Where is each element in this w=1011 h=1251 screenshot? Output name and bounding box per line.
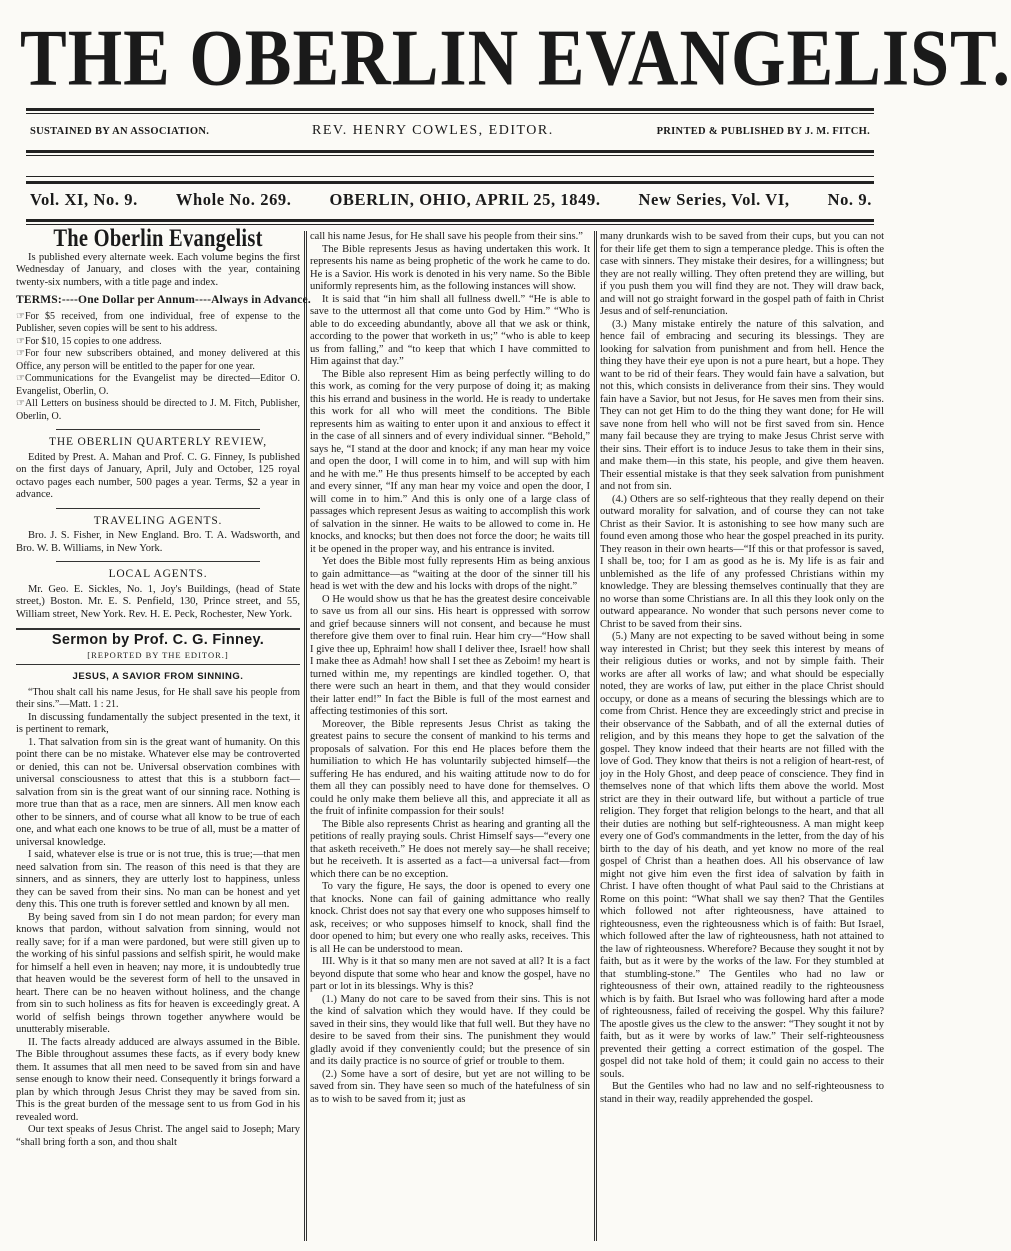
notice-item: ☞Communications for the Evangelist may be directed—Editor O. Evangelist, Oberlin, O. xyxy=(16,373,300,397)
paragraph: But the Gentiles who had no law and no self-righteousness to stand in their way, readily apprehended the gospel. xyxy=(600,1081,884,1105)
divider xyxy=(26,108,874,111)
divider xyxy=(56,561,260,562)
volume-number: Vol. XI, No. 9. xyxy=(30,190,138,209)
series-number: No. 9. xyxy=(827,190,872,209)
sermon-subject: JESUS, A SAVIOR FROM SINNING. xyxy=(72,671,244,682)
sermon-header xyxy=(16,628,300,665)
notice-item: ☞For $10, 15 copies to one address. xyxy=(16,335,162,347)
notice-item: ☞For four new subscribers obtained, and money delivered at this Office, any person will be entitled to the paper for one year. xyxy=(16,348,300,372)
paragraph: II. The facts already adduced are always assumed in the Bible. The Bible throughout assumes these facts, as if every body knew them. It assumes that all men need to be saved from sin and have sense enough to know their need. Consequently it brings forward a plan by which through Jesus Christ they may be saved from sin. This is the great burden of the message sent to us from God in his revealed word. xyxy=(16,1036,300,1123)
notice-item: ☞For $5 received, from one individual, free of expense to the Publisher, seven copies will be sent to his address. xyxy=(16,310,300,334)
paragraph: It is said that “in him shall all fullness dwell.” “He is able to save to the uttermost all that come unto God by Him.” “Who is able to do exceeding abundantly, above all that we ask or think, according to the power that worketh in us;” “who is able to keep us from falling,” and “to keep that which I have committed to Him against that day.” xyxy=(310,293,590,367)
publication-info: Is published every alternate week. Each volume begins the first Wednesday of January, and closes with the year, containing twenty-six numbers, with a title page and index. xyxy=(16,251,300,288)
paragraph: O He would show us that he has the greatest desire conceivable to save us from all our sins. His heart is oppressed with sorrow and grief because sinners will not consent, and because he must therefore give them over to final ruin. Hear him cry—“How shall I give thee up, Ephraim! how shall I deliver thee, Israel! how shall I make thee as Admah! how shall I set thee as Zeboim! my heart is turned within me, my repentings are kindled together. O, that there were such an heart in them, and that they would consider their latter end!” In fact the Bible is full of the most earnest and affecting testimonies of this sort. xyxy=(310,593,590,717)
paragraph: (3.) Many mistake entirely the nature of this salvation, and hence fail of embracing and securing its blessings. They are looking for salvation from punishment and from hell. Hence the thing they have their eye upon is not a pure heart, but a hope. They want to be rid of their fears. They would fain have a salvation, but not this, which consists in deliverance from their sins. They would fain have a Savior, but not Jesus, for He saves men from their sins. They can not get Him to do the thing they want done; for He will save none from hell who will not be first saved from sin. Hence many fail because they are trying to make Jesus Christ serve with their sins. Their effort is to induce Jesus to take them in their sins, and make them—in this state, his people, and give them heaven. Their essential mistake is that they seek salvation from punishment and not from sin. xyxy=(600,318,884,492)
paragraph: (5.) Many are not expecting to be saved without being in some way interested in Christ; but they seek this interest by means of their religious duties or works, and not by simple faith. Their works are after all works of law; and what should be especially noted, they are works of law, put either in the place Christ should occupy, or done as a means of securing the blessings which are to come from Christ. Hence they are exceedingly strict and precise in their observance of the Sabbath, and of all the external duties of religion, and by this means they hope to get the salvation of the gospel. They know indeed that their hearts are not filled with the love of God. They know that theirs is not a religion of heart-rest, of joy in the Holy Ghost, and deep peace of conscience. They find in themselves none of that which lifts them above the world. Most strict are they in their outward life, but without a particle of true religion. They forget that religion belongs to the heart, and that all their duties are nothing but self-righteousness. A man might keep every one of God's commandments in the letter, from the day of his birth to the day of his death, and yet know no more of the real gospel of Christ than a heathen does. All his observance of law might not give him even the first idea of salvation by faith in Christ. I have often thought of what Paul said to the Christians at Rome on this point: “What shall we say then? That the Gentiles which followed not after righteousness, have attained to righteousness, even the righteousness which is of faith: But Israel, which followed after the law of righteousness, hath not attained to the law of righteousness. Wherefore? Because they sought it not by faith, but as it were by the works of the law. For they stumbled at that stumbling-stone.” The Gentiles who had no law or righteousness of their own, attained readily to the righteousness which is by faith. But Israel who was following hard after a mode of righteousness, failed of receiving the gospel. Why this failure? The apostle gives us the clew to the answer: “They sought it not by faith, but as it were by works of law.” Their self-righteousness prevented their getting a correct estimation of the gospel. The gospel did not take hold of them; it could gain no access to their souls. xyxy=(600,631,884,1080)
paragraph: I said, whatever else is true or is not true, this is true;—that men need salvation from sin. The reason of this need is that they are sinners, and as sinners, they are utterly lost to happiness, unless they can be saved from their sins. No man can be honest and yet deny this. This one truth is forever settled and known by all men. xyxy=(16,849,300,910)
column-divider xyxy=(304,231,307,1241)
paragraph: (4.) Others are so self-righteous that they really depend on their outward morality for salvation, and of course they can not take Christ as their Savior. It is astonishing to see how many such are found even among those who hear the gospel preached in its purity. They reason in their own hearts—“If this or that professor is saved, I shall be, too; for I am as good as he is. My life is as fair and unblemished as the life of any professed Christians within my knowledge. They are blessing themselves continually that they are no worse than some Christians are. In all this they look only on the outward appearance. No wonder that such persons never come to Christ to be saved from their sins. xyxy=(600,493,884,630)
traveling-agents-info: Bro. J. S. Fisher, in New England. Bro. T. A. Wadsworth, and Bro. W. B. Williams, in New York. xyxy=(16,530,300,554)
place-date: OBERLIN, OHIO, APRIL 25, 1849. xyxy=(329,190,601,209)
paragraph: 1. That salvation from sin is the great want of humanity. On this point there can be no mistake. Whatever else may be controverted or denied, this can not be. Universal observation combines with universal consciousness to attest that this is a stubborn fact—salvation from sin is the great want of our sinning race. Nothing is more true than that as a race, men are sinners. All men know each other to be sinners, and of course what all know to be true of each one, and what each one knows to be true of all, must be a matter of universal knowledge. xyxy=(16,736,300,848)
paragraph: III. Why is it that so many men are not saved at all? It is a fact beyond dispute that some who hear and know the gospel, have no part or lot in its blessings. Why is this? xyxy=(310,956,590,992)
local-agents-heading: LOCAL AGENTS. xyxy=(108,568,208,580)
divider xyxy=(26,219,874,222)
paragraph: The Bible also represent Him as being perfectly willing to do this work, as coming for the very purpose of doing it; as making this his errand and business in the world. He is ready to undertake this work for all who will meet the conditions. The Bible represents him as waiting to enter upon it and anxious to effect it in the case of all sinners and of every individual sinner. “Behold,” says he, “I stand at the door and knock; if any man hear my voice and open the door, I will come in to him, and will sup with him and he with me.” He thus presents himself to be accepted by each and every sinner, “If any man hear my voice and open the door, I will come in to him.” And this is only one of a large class of passages which represent Jesus as waiting to accomplish this work of salvation in the sinner. He waits to be allowed to come in. He knocks, and knocks; but then does not force the door; he waits till it be opened in the proper way, and his entrance is invited. xyxy=(310,368,590,555)
whole-number: Whole No. 269. xyxy=(175,190,292,209)
editor-line: REV. HENRY COWLES, EDITOR. xyxy=(312,123,554,138)
paragraph: Moreover, the Bible represents Jesus Christ as taking the greatest pains to secure the consent of mankind to his terms and proposals of salvation. For this end He places before them the humiliation to which He has voluntarily subjected himself—the suffering He has endured, and his waiting attitude now to do for them all they can possibly need to have done for themselves. O could he only make them believe all this, and appreciate it all as the fruit of infinite compassion for their souls! xyxy=(310,718,590,817)
sub-masthead xyxy=(30,123,870,139)
divider xyxy=(26,155,874,156)
column-divider xyxy=(594,231,597,1241)
newspaper-title: THE OBERLIN EVANGELIST. xyxy=(20,14,1011,104)
column-2 xyxy=(310,231,590,1243)
paragraph: (2.) Some have a sort of desire, but yet are not willing to be saved from sin. They have seen so much of the hatefulness of sin as to wish to be saved from it; just as xyxy=(310,1068,590,1105)
traveling-agents-heading: TRAVELING AGENTS. xyxy=(93,514,223,527)
paragraph: The Bible also represents Christ as hearing and granting all the petitions of really praying souls. Christ Himself says—“every one that asketh receiveth.” He does not merely say—he shall receive; but he receiveth. It is asserted as a fact—a universal fact—from which there can be no exception. xyxy=(310,818,590,880)
paragraph: many drunkards wish to be saved from their cups, but you can not for their life get them to sign a temperance pledge. This is often the case with sinners. They mistake their desires, for a willingness; but they are not really willing. They often pretend they are willing, but if you push them you will find they are not. They will draw back, and will not go straight forward in the gospel path of faith in Christ Jesus and of self-renunciation. xyxy=(600,231,884,317)
paragraph: In discussing fundamentally the subject presented in the text, it is pertinent to remark, xyxy=(16,711,300,735)
publisher-line: PRINTED & PUBLISHED BY J. M. FITCH. xyxy=(656,125,870,137)
evangelist-heading: The Oberlin Evangelist xyxy=(53,225,263,252)
paragraph: To vary the figure, He says, the door is opened to every one that knocks. None can fail of gaining admittance who really knock. Christ does not say that every one who supposes himself to ask, receives; or who supposes himself to knock, shall find the door opened to him; but every one who really asks, receives. This is all He can be understood to mean. xyxy=(310,881,590,955)
paragraph: The Bible represents Jesus as having undertaken this work. It represents his name as being prophetic of the work he came to do. He is a Savior. His work is denoted in his very name. So the Bible uniformly represents him, as the following instances will show. xyxy=(310,243,590,292)
paragraph: call his name Jesus, for He shall save his people from their sins.” xyxy=(310,231,583,242)
divider xyxy=(26,113,874,114)
divider xyxy=(26,181,874,184)
divider xyxy=(26,150,874,153)
column-1 xyxy=(16,225,311,1243)
review-info: Edited by Prest. A. Mahan and Prof. C. G. Finney, Is published on the first days of January, April, July and October, 125 royal octavo pages each number, 500 pages a year. Terms, $2 a year in advance. xyxy=(16,451,300,500)
divider xyxy=(26,176,874,177)
paragraph: Yet does the Bible most fully represents Him as being anxious to gain admittance—as “waiting at the door of the sinner till his head is wet with the dew and his locks with drops of the night.” xyxy=(310,556,590,592)
review-heading: THE OBERLIN QUARTERLY REVIEW, xyxy=(49,436,267,448)
issue-line xyxy=(30,190,872,210)
notice-item: ☞All Letters on business should be directed to J. M. Fitch, Publisher, Oberlin, O. xyxy=(16,398,300,422)
sustained-by: SUSTAINED BY AN ASSOCIATION. xyxy=(30,125,210,137)
series-info: New Series, Vol. VI, xyxy=(638,190,790,209)
scripture-epigraph: “Thou shalt call his name Jesus, for He shall save his people from their sins.”—Matt. 1 : 21. xyxy=(16,686,300,710)
reported-by: [REPORTED BY THE EDITOR.] xyxy=(87,649,229,660)
terms-heading: TERMS:----One Dollar per Annum----Always in Advance. xyxy=(16,294,311,306)
divider xyxy=(56,429,260,430)
sermon-title: Sermon by Prof. C. G. Finney. xyxy=(51,632,265,648)
paragraph: Our text speaks of Jesus Christ. The angel said to Joseph; Mary “shall bring forth a son, and thou shalt xyxy=(16,1124,300,1148)
divider xyxy=(56,508,260,509)
column-3 xyxy=(600,231,884,1243)
paragraph: (1.) Many do not care to be saved from their sins. This is not the kind of salvation which they would have. If they could be saved in their sins, they would like that full well. But they have no desire to be saved from their sins. The punishment they would gladly avoid if they conveniently could; but the presence of sin and its daily practice is no source of grief or trouble to them. xyxy=(310,993,590,1067)
masthead xyxy=(20,14,1011,104)
local-agents-info: Mr. Geo. E. Sickles, No. 1, Joy's Buildings, (head of State street,) Boston. Mr. E. S. Penfield, 130, Prince street, and 55, William street, New York. Rev. H. E. Peck, Rochester, New York. xyxy=(16,583,300,620)
paragraph: By being saved from sin I do not mean pardon; for every man knows that pardon, without salvation from sinning, would not really save; for if a man were pardoned, but were still given up to the working of his sinful passions and selfish spirit, he would make for himself a hell even in heaven; nay more, it is undoubtedly true that heaven would be the severest form of hell to the unsaved in heart. There can be no heaven without holiness, and the change from sin to such holiness as fits for heaven is exceedingly great. A world of selfish beings thrown together anywhere would be unutterably miserable. xyxy=(16,911,300,1035)
